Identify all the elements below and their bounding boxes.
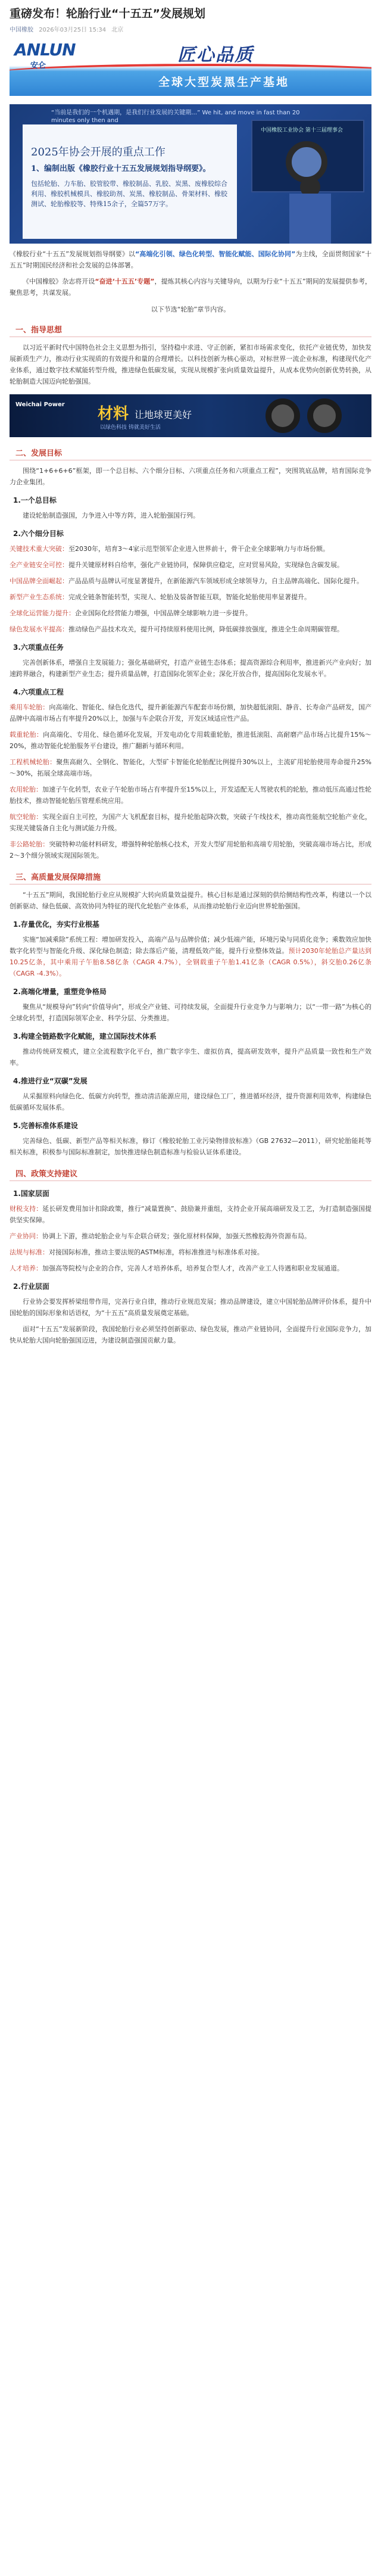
banner-brand: 匠心品质: [177, 45, 254, 66]
ad-headline-2: 让地球更美好: [135, 409, 192, 420]
logo-subtext: 安仑: [30, 61, 46, 70]
slide-line-2: 包括轮胎、力车胎、胶管胶带、橡胶制品、乳胶、炭黑、废橡胶综合利用、橡胶机械模具、橡胶助剂、炭黑、橡胶制品、骨架材料、橡胶测试、轮胎橡胶等、特殊15余子，全篇57万字。: [31, 180, 227, 208]
advertisement-banner[interactable]: [10, 394, 371, 437]
list-item: 乘用车轮胎：向高端化、智能化、绿色化迭代，提升新能源汽车配套市场份额，加快超低滚阻、静音、长寿命产品研发，国产品牌中高端市场占有率提升20%以上，加强与车企联合开发，开发区域适应性产品。: [10, 703, 372, 722]
list-item: 产业协同：协调上下游，推动轮胎企业与车企联合研发；强化原材料保障，加强天然橡胶海外资源布局。: [10, 1232, 311, 1240]
subheading: 4.六项重点工程: [13, 688, 64, 696]
publish-location: 北京: [111, 27, 124, 33]
closing-paragraph: 面对“十五五”发展新阶段，我国轮胎行业必须坚持创新驱动、绿色发展，推动产业链协同，全面提升行业国际竞争力，加快从轮胎大国向轮胎强国迈进，为建设制造强国贡献力量。: [10, 1325, 371, 1344]
subheading: 2.行业层面: [13, 1282, 49, 1291]
ad-subtext: 以绿色科技 铸就美好生活: [100, 425, 161, 431]
list-item: 关键技术重大突破：至2030年，培育3～4家示范型领军企业进入世界前十，骨干企业全球影响力与市场份额。: [10, 545, 329, 553]
bottom-padding: [10, 1346, 371, 1358]
list-item: 航空轮胎：实现全面自主可控，为国产大飞机配套目标，提升轮胎起降次数，突破子午线技术，推动高性能航空轮胎产业化，实现关键装备自主化与测试能力升级。: [10, 813, 371, 832]
subheading-body: 推动传统研发模式，建立全流程数字化平台，推广数字孪生、虚拟仿真，提高研发效率，提升产品质量一致性和生产效率。: [10, 1048, 371, 1067]
list-item: 中国品牌全面崛起：产品品质与品牌认可度显著提升，在新能源汽车领域形成全球领导力，自主品牌高端化、国际化提升。: [10, 577, 363, 585]
list-item: 农用轮胎：加速子午化转型，农业子午轮胎市场占有率提升至15%以上，开发适配无人驾驶农机的轮胎，推动低压高通过性轮胎技术，推动智能轮胎压管理系统应用。: [10, 786, 372, 805]
list-item: 新型产业生态系统：完成全链条智能转型，实现人、轮胎及装备智能互联，智能化轮胎使用率显著提升。: [10, 593, 311, 601]
list-item: 绿色发展水平提高：推动绿色产品技术攻关，提升可持续原料使用比例，降低碳排放强度，推进全生命周期碳管理。: [10, 625, 343, 633]
podium: [289, 194, 331, 244]
conference-photo[interactable]: [10, 104, 371, 244]
goals-intro: 围绕“1+6+6+6”框架，即一个总目标、六个细分目标、六项重点任务和六项重点工程”，突围筑底品牌，培育国际竞争力企业集团。: [10, 467, 371, 486]
banner-logo: [14, 41, 87, 70]
list-item: 财税支持：延长研发费用加计扣除政策，推行“减量置换”、鼓励兼并重组，支持企业开展高端研发及工艺，为打造制造强国提供坚实保障。: [10, 1205, 372, 1224]
section-heading-policy: 四、政策支持建议: [15, 1170, 78, 1179]
sponsor-banner[interactable]: [10, 38, 371, 96]
list-item: 非公路轮胎：突破特种功能材料研发，增强特种轮胎核心技术，开发大型矿用轮胎和高端专用轮胎，突破高端市场占比，形成2～3个细分领域实现国际领先。: [10, 840, 372, 859]
subheading-body: 行业协会要发挥桥梁纽带作用，完善行业自律，推动行业规范发展；推动品牌建设，建立中国轮胎品牌评价体系，提升中国轮胎的国际形象和话语权，为“十五五”高质量发展奠定基础。: [10, 1298, 371, 1317]
subheading-body: 完善创新体系，增强自主发展能力；强化基础研究，打造产业链生态体系；提高资源综合利用率，推进新兴产业向好；加速跨界融合，构建新型产业生态；提升质量品牌，打造国际化领军企业；深化开放合作，提高国际化发展水平。: [10, 659, 371, 678]
section-divider: [10, 1180, 371, 1181]
section-heading-guiding: 一、指导思想: [15, 326, 63, 335]
target-list: [10, 543, 371, 635]
subheading-body: 建设轮胎制造强国，力争进入中等方阵，进入轮胎强国行列。: [23, 512, 199, 519]
section-heading-measures: 三、高质量发展保障措施: [15, 873, 101, 882]
list-item: 人才培养：加强高等院校与企业的合作，完善人才培养体系，培养复合型人才，改善产业工人待遇和职业发展通道。: [10, 1264, 343, 1272]
screen-text: 中国橡胶工业协会 第十三届理事会: [261, 127, 343, 133]
intro-paragraph: 《中国橡胶》杂志将开设“奋进‘十五五’专题”，提炼其核心内容与关键导向，以期为行业“十五五”期间的发展提供参考，聚焦思考，共谋发展。: [10, 278, 371, 297]
account-link[interactable]: 中国橡胶: [10, 27, 33, 33]
intro-caption: 《橡胶行业“十五五”发展规划指导纲要》以“高端化引领、绿色化转型、智能化赋能、国际化协同”为主线，全面贯彻国家“十五五”时期国民经济和社会发展的总体部署。: [10, 250, 371, 269]
subheading: 1.一个总目标: [13, 496, 57, 504]
slide-title: 2025年协会开展的重点工作: [31, 146, 165, 158]
subheading: 3.构建全链路数字化赋能，建立国际技术体系: [13, 1032, 157, 1041]
section-heading-goals: 二、发展目标: [15, 449, 63, 458]
tire-icon: [266, 398, 300, 433]
list-item: 法规与标准：对接国际标准，推动主要法规的ASTM标准，将标准推进与标准体系对接。: [10, 1248, 264, 1256]
subheading-body: 完善绿色、低碳、新型产品等相关标准，修订《橡胶轮胎工业污染物排放标准》（GB 27632—2011），研究轮胎能耗等相关标准，积极参与国际标准制定，加快推进绿色制造标准与检验认证体系建设。: [10, 1137, 371, 1156]
subheading: 3.六项重点任务: [13, 643, 64, 652]
ad-logo: Weichai Power: [15, 401, 65, 408]
tire-icon: [307, 398, 342, 433]
subheading-body: 实施“加减乘除”系统工程：增加研发投入，高端产品与品牌价值；减少低端产能，环境污染与同质化竞争；乘数效应加快数字化转型与智能化升级、深化绿色制造；除去落后产能，清理低效产能，提升行业整体效益。预计2030年轮胎总产量达到10.25亿条，其中乘用子午胎8.58亿条（CAGR 4.7%），全钢载重子午胎1.41亿条（CAGR 0.5%），斜交胎0.26亿条（CAGR -4.3%）。: [10, 936, 372, 977]
slide-line-1: 1、编制出版《橡胶行业十五五发展规划指导纲要》。: [31, 164, 211, 173]
subheading: 1.存量优化，夯实行业根基: [13, 920, 99, 929]
subheading: 1.国家层面: [13, 1189, 49, 1198]
project-list: [10, 702, 371, 861]
subheading-body: 聚焦从“规模导向”转向“价值导向”，形成全产业链、可持续发展，全面提升行业竞争力与影响力；以“一带一路”为核心的全球化转型，打造国际领军企业、科学分层、分类推进。: [10, 1003, 371, 1022]
tire-icon: [286, 141, 327, 183]
article-meta: [10, 24, 371, 33]
slide-caption: “当前是我们的一个机遇期，是我们行业发展的关键期…” We hit, and move in fast than 20 minutes only then and: [51, 110, 300, 124]
subheading: 4.推进行业“双碳”发展: [13, 1077, 88, 1085]
ad-headline: 材料: [98, 405, 129, 423]
presentation-slide: [23, 124, 237, 239]
article-title: 重磅发布！轮胎行业“十五五”发展规划: [10, 7, 205, 20]
subheading: 2.高端化增量，重塑竞争格局: [13, 988, 107, 996]
excerpt-note: 以下节选“轮胎”章节内容。: [151, 306, 230, 313]
logo-text: ANLUN: [14, 40, 76, 60]
measures-intro: “十五五”期间，我国轮胎行业应从规模扩大转向质量效益提升。核心目标是通过深刻的供给侧结构性改革，构建以一个以创新驱动、绿色低碳、高效协同为特征的现代化轮胎产业体系，从而推动轮胎行业迈向世界轮胎强国。: [10, 891, 371, 910]
publish-date: 2026年03月25日 15:34: [39, 27, 107, 33]
subheading: 5.完善标准体系建设: [13, 1122, 78, 1130]
subheading: 2.六个细分目标: [13, 529, 64, 538]
section-body: 以习近平新时代中国特色社会主义思想为指引，坚持稳中求进、守正创新，紧扣市场需求变化，依托产业链优势，加快发展新质生产力，推动行业实现质的有效提升和量的合理增长。以科技创新为核心驱动，对标世界一流企业标准，构建现代化产业体系，通过数字技术赋能转型升级，推进绿色低碳发展，实现从规模扩张向质量效益提升，从成本优势向创新优势转换，从轮胎制造大国迈向轮胎强国。: [10, 344, 371, 385]
list-item: 载重轮胎：向高端化、专用化、绿色循环化发展，开发电动化专用载重轮胎，推进低滚阻、高耐磨产品市场占比提升15%～20%，推动智能化轮胎服务平台建设，推广翻新与循环利用。: [10, 731, 372, 750]
subheading-body: 从采掘原料向绿色化、低碳方向转型，推动清洁能源应用，建设绿色工厂，推进循环经济，提升资源利用效率，构建绿色低碳循环发展体系。: [10, 1092, 371, 1111]
list-item: 全球化运营能力提升：企业国际化经营能力增强，中国品牌全球影响力进一步提升。: [10, 609, 252, 617]
policy-list: [10, 1203, 371, 1274]
banner-slogan: 全球大型炭黑生产基地: [158, 76, 290, 89]
list-item: 全产业链安全可控：提升关键原材料自给率，强化产业链协同，保障供应稳定，应对贸易风险，实现绿色含碳发展。: [10, 561, 343, 569]
list-item: 工程机械轮胎：聚焦高耐久、全钢化、智能化，大型矿卡智能化轮胎配比例提升30%以上，主流矿用轮胎使用寿命提升25%～30%，拓展全球高端市场。: [10, 758, 371, 777]
